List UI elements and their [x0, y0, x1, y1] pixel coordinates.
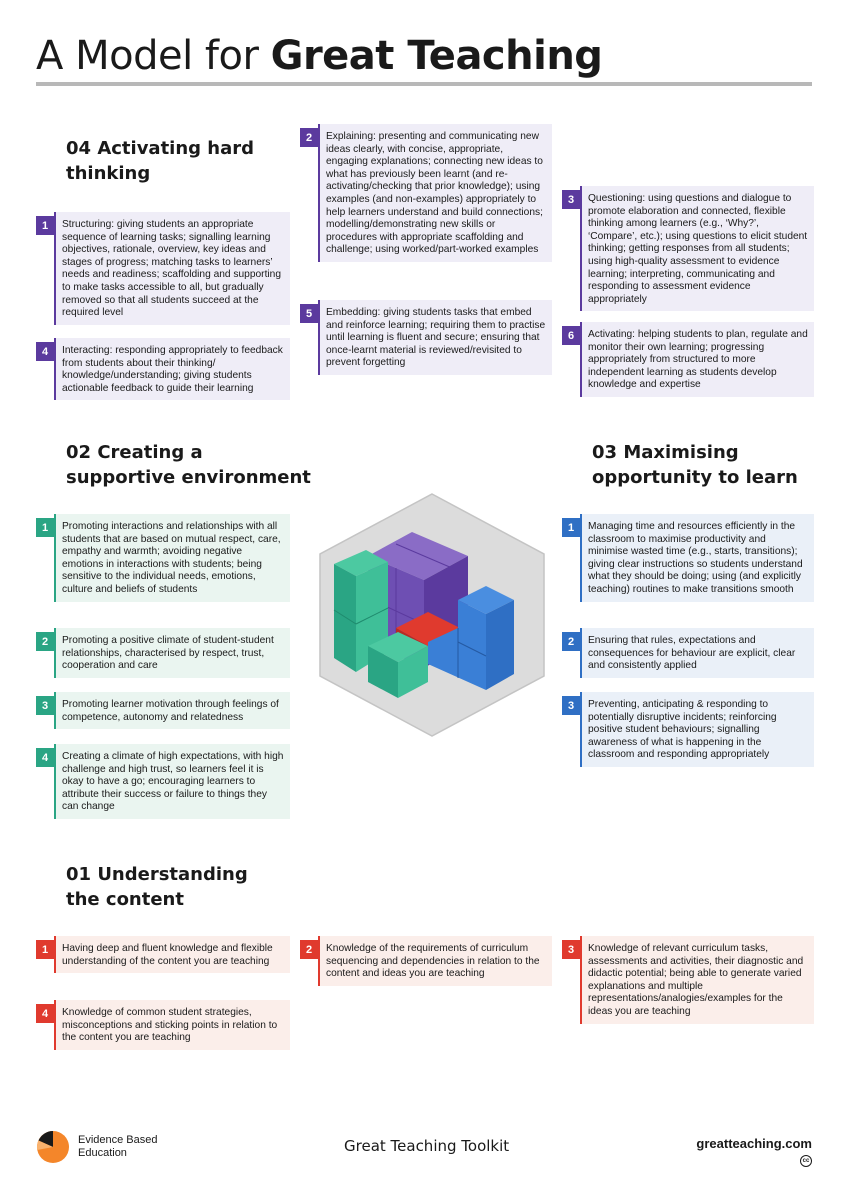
card-text: Preventing, anticipating & responding to potentially disruptive incidents; reinforcing positive student behaviours; signalling awareness of what is happening in the classroom and responding appropriately	[580, 692, 814, 767]
card-number: 2	[36, 632, 54, 651]
card-text: Knowledge of relevant curriculum tasks, assessments and activities, their diagnostic and didactic potential; being able to generate varied explanations and multiple representations/analogies/examples for the ideas you are teaching	[580, 936, 814, 1024]
content-card-2	[300, 936, 552, 986]
supportive-card-2	[36, 628, 290, 678]
cube-model-illustration	[316, 492, 548, 738]
card-text: Structuring: giving students an appropriate sequence of learning tasks; signalling learning objectives, rationale, overview, key ideas and stages of progress; matching tasks to learners’ needs and readiness; scaffolding and supporting to make tasks accessible to all, but gradually removed so that all students succeed at the required level	[54, 212, 290, 325]
supportive-card-3	[36, 692, 290, 729]
card-number: 4	[36, 342, 54, 361]
card-number: 4	[36, 1004, 54, 1023]
card-number: 2	[300, 940, 318, 959]
title-rule	[36, 82, 812, 86]
card-number: 3	[36, 696, 54, 715]
card-number: 2	[562, 632, 580, 651]
card-number: 1	[562, 518, 580, 537]
opportunity-card-1	[562, 514, 814, 602]
activating-card-4	[36, 338, 290, 400]
card-number: 1	[36, 940, 54, 959]
content-card-1	[36, 936, 290, 973]
card-text: Interacting: responding appropriately to feedback from students about their thinking/ knowledge/understanding; giving students actionable feedback to guide their learning	[54, 338, 290, 400]
card-text: Embedding: giving students tasks that embed and reinforce learning; requiring them to practise until learning is fluent and secure; ensuring that once-learnt material is reviewed/revisited to prevent forgetting	[318, 300, 552, 375]
evidence-based-education-logo-icon	[36, 1130, 70, 1164]
activating-card-3	[562, 186, 814, 311]
card-text: Having deep and fluent knowledge and flexible understanding of the content you are teaching	[54, 936, 290, 973]
activating-card-2	[300, 124, 552, 262]
card-number: 1	[36, 518, 54, 537]
footer-toolkit-name: Great Teaching Toolkit	[344, 1137, 510, 1155]
supportive-card-1	[36, 514, 290, 602]
card-text: Questioning: using questions and dialogue to promote elaboration and connected, flexible thinking among learners (e.g., ‘Why?’, ‘Compare’, etc.); using questions to elicit student thinking; getting responses from all students; using high-quality assessment to evidence learning; interpreting, communicating and responding to assessment evidence appropriately	[580, 186, 814, 311]
opportunity-card-2	[562, 628, 814, 678]
card-number: 6	[562, 326, 580, 345]
card-text: Activating: helping students to plan, regulate and monitor their own learning; progressing appropriately from structured to more independent learning as students develop knowledge and expertise	[580, 322, 814, 397]
activating-card-6	[562, 322, 814, 397]
activating-card-5	[300, 300, 552, 375]
supportive-card-4	[36, 744, 290, 819]
title-light: A Model for	[36, 33, 271, 79]
card-text: Promoting learner motivation through feelings of competence, autonomy and relatedness	[54, 692, 290, 729]
card-text: Promoting interactions and relationships with all students that are based on mutual respect, care, empathy and warmth; avoiding negative emotions in interactions with students; being sensitive to the individual needs, emotions, culture and beliefs of students	[54, 514, 290, 602]
card-number: 2	[300, 128, 318, 147]
card-text: Knowledge of common student strategies, misconceptions and sticking points in relation to the content you are teaching	[54, 1000, 290, 1050]
section-heading-content: 01 Understanding the content	[66, 864, 248, 910]
title-bold: Great Teaching	[270, 33, 603, 79]
card-text: Explaining: presenting and communicating new ideas clearly, with concise, appropriate, engaging explanations; connecting new ideas to what has previously been learnt (and re-activating/checking that prior knowledge); using examples (and non-examples) appropriately to help learners understand and build connections; modelling/demonstrating new skills or procedures with appropriate scaffolding and challenge; using worked/part-worked examples	[318, 124, 552, 262]
card-number: 3	[562, 696, 580, 715]
content-card-3	[562, 936, 814, 1024]
opportunity-card-3	[562, 692, 814, 767]
card-text: Ensuring that rules, expectations and consequences for behaviour are explicit, clear and consistently applied	[580, 628, 814, 678]
card-number: 5	[300, 304, 318, 323]
card-number: 3	[562, 190, 580, 209]
card-text: Promoting a positive climate of student-student relationships, characterised by respect, trust, cooperation and care	[54, 628, 290, 678]
activating-card-1	[36, 212, 290, 325]
card-number: 1	[36, 216, 54, 235]
creative-commons-icon: cc	[800, 1155, 812, 1167]
section-heading-opportunity: 03 Maximising opportunity to learn	[592, 442, 798, 488]
page-title	[36, 30, 602, 82]
card-text: Creating a climate of high expectations, with high challenge and high trust, so learners feel it is okay to have a go; encouraging learners to attribute their success or failure to things they can change	[54, 744, 290, 819]
card-number: 4	[36, 748, 54, 767]
section-heading-activating: 04 Activating hard thinking	[66, 138, 255, 184]
card-number: 3	[562, 940, 580, 959]
content-card-4	[36, 1000, 290, 1050]
footer-website-link[interactable]: greatteaching.com	[696, 1136, 812, 1151]
card-text: Managing time and resources efficiently in the classroom to maximise productivity and minimise wasted time (e.g., starts, transitions); giving clear instructions so students understand what they should be doing; using (and explicitly teaching) routines to make transitions smooth	[580, 514, 814, 602]
card-text: Knowledge of the requirements of curriculum sequencing and dependencies in relation to the content and ideas you are teaching	[318, 936, 552, 986]
footer-organisation: Evidence Based Education	[78, 1134, 158, 1159]
section-heading-supportive: 02 Creating a supportive environment	[66, 442, 311, 488]
